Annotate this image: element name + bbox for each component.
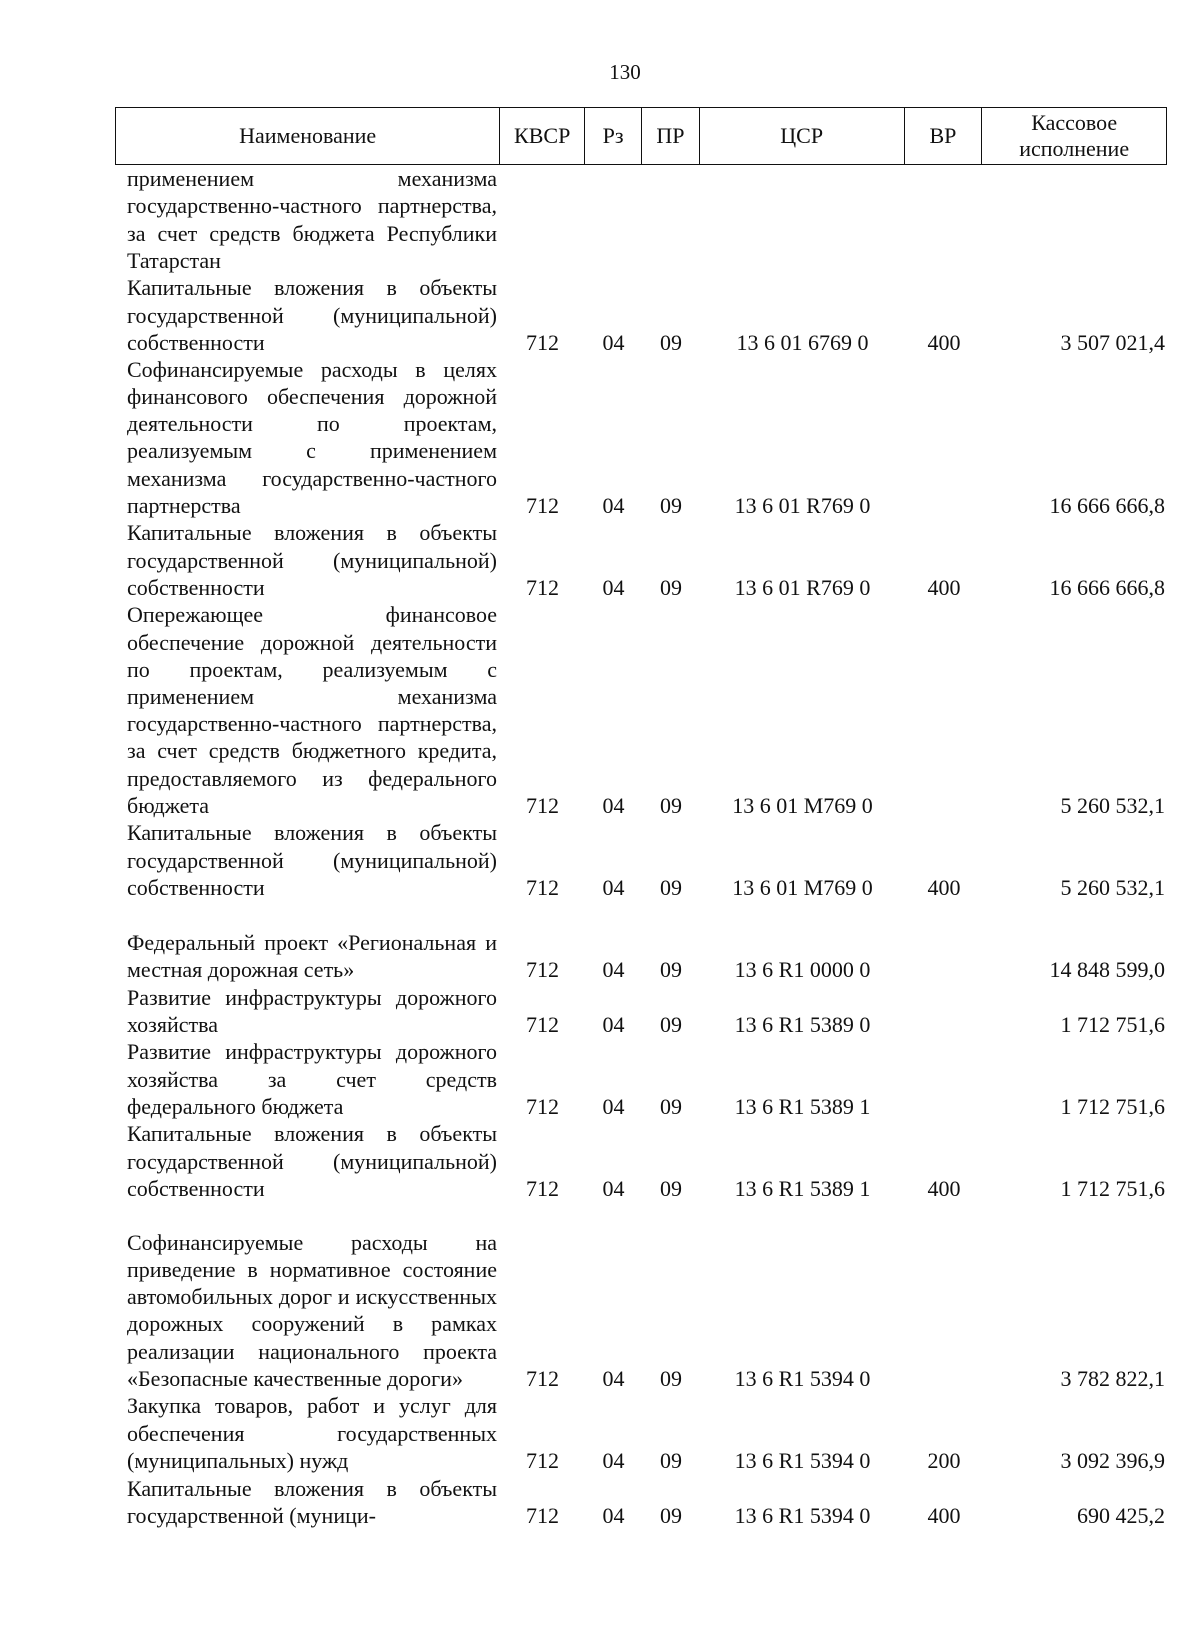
row-vr: 400 <box>927 1502 961 1528</box>
row-amount: 690 425,2 <box>1077 1502 1165 1528</box>
row-rz: 04 <box>602 956 625 982</box>
row-rz: 04 <box>602 792 625 818</box>
row-pr: 09 <box>660 1093 682 1119</box>
table-row <box>115 983 1167 1038</box>
row-name: Федеральный проект «Региональная и местная дорожная сеть» <box>127 929 497 982</box>
row-pr: 09 <box>660 874 682 900</box>
row-name: применением механизма государственно-частного партнерства, за счет средств бюджета Республики Татарстан <box>127 166 497 273</box>
table-row <box>115 601 1167 819</box>
row-amount: 1 712 751,6 <box>1060 1011 1165 1037</box>
row-name: Капитальные вложения в объекты государственной (муниципальной) собственности <box>127 820 497 900</box>
row-pr: 09 <box>660 956 682 982</box>
table-body <box>115 165 1167 1529</box>
row-kvsr: 712 <box>526 956 559 982</box>
row-rz: 04 <box>602 874 625 900</box>
row-rz: 04 <box>602 1365 625 1391</box>
budget-table <box>115 107 1167 1529</box>
row-amount: 3 507 021,4 <box>1060 329 1165 355</box>
table-row <box>115 274 1167 356</box>
row-name: Капитальные вложения в объекты государственной (муниципальной) собственности <box>127 275 497 355</box>
row-name: Опережающее финансовое обеспечение дорожной деятельности по проектам, реализуемым с применением механизма государственно-частного партнерства, за счет средств бюджетного кредита, предоставляемого из федерального бюджета <box>127 602 497 818</box>
header-kvsr: КВСР <box>500 108 585 164</box>
row-csr: 13 6 R1 5389 0 <box>734 1011 871 1037</box>
row-amount: 16 666 666,8 <box>1049 492 1165 518</box>
table-row <box>115 165 1167 274</box>
row-kvsr: 712 <box>526 574 559 600</box>
row-csr: 13 6 01 6769 0 <box>736 329 869 355</box>
row-pr: 09 <box>660 1175 682 1201</box>
row-amount: 1 712 751,6 <box>1060 1093 1165 1119</box>
table-header <box>115 107 1167 165</box>
row-amount: 14 848 599,0 <box>1049 956 1165 982</box>
row-pr: 09 <box>660 1365 682 1391</box>
row-kvsr: 712 <box>526 1502 559 1528</box>
row-rz: 04 <box>602 329 625 355</box>
row-name: Закупка товаров, работ и услуг для обеспечения государственных (муниципальных) нужд <box>127 1393 497 1473</box>
table-row <box>115 1202 1167 1392</box>
row-csr: 13 6 01 R769 0 <box>734 492 871 518</box>
row-kvsr: 712 <box>526 329 559 355</box>
row-amount: 5 260 532,1 <box>1060 874 1165 900</box>
row-vr: 200 <box>927 1447 961 1473</box>
row-csr: 13 6 R1 5394 0 <box>734 1365 871 1391</box>
row-pr: 09 <box>660 1447 682 1473</box>
table-row <box>115 519 1167 601</box>
row-kvsr: 712 <box>526 1175 559 1201</box>
row-csr: 13 6 01 M769 0 <box>732 874 873 900</box>
row-pr: 09 <box>660 492 682 518</box>
row-csr: 13 6 R1 5389 1 <box>734 1175 871 1201</box>
row-kvsr: 712 <box>526 1447 559 1473</box>
table-row <box>115 901 1167 983</box>
row-name: Софинансируемые расходы на приведение в нормативное состояние автомобильных дорог и искусственных дорожных сооружений в рамках реализации национального проекта «Безопасные качественные дороги» <box>127 1229 497 1391</box>
row-csr: 13 6 R1 5389 1 <box>734 1093 871 1119</box>
row-csr: 13 6 R1 0000 0 <box>734 956 871 982</box>
row-kvsr: 712 <box>526 492 559 518</box>
header-name: Наименование <box>116 108 500 164</box>
row-amount: 1 712 751,6 <box>1060 1175 1165 1201</box>
row-kvsr: 712 <box>526 1365 559 1391</box>
row-amount: 16 666 666,8 <box>1049 574 1165 600</box>
row-csr: 13 6 R1 5394 0 <box>734 1502 871 1528</box>
page-number: 130 <box>609 60 641 84</box>
row-rz: 04 <box>602 1175 625 1201</box>
row-name: Развитие инфраструктуры дорожного хозяйства за счет средств федерального бюджета <box>127 1039 497 1119</box>
row-rz: 04 <box>602 1011 625 1037</box>
row-name: Капитальные вложения в объекты государственной (муници- <box>127 1475 497 1528</box>
row-kvsr: 712 <box>526 792 559 818</box>
row-rz: 04 <box>602 1447 625 1473</box>
row-rz: 04 <box>602 1093 625 1119</box>
row-amount: 3 782 822,1 <box>1060 1365 1165 1391</box>
row-pr: 09 <box>660 1011 682 1037</box>
row-pr: 09 <box>660 1502 682 1528</box>
row-amount: 3 092 396,9 <box>1060 1447 1165 1473</box>
row-name: Развитие инфраструктуры дорожного хозяйства <box>127 984 497 1037</box>
row-pr: 09 <box>660 792 682 818</box>
row-pr: 09 <box>660 329 682 355</box>
row-csr: 13 6 R1 5394 0 <box>734 1447 871 1473</box>
table-row <box>115 1120 1167 1202</box>
table-row <box>115 1474 1167 1529</box>
row-rz: 04 <box>602 574 625 600</box>
row-kvsr: 712 <box>526 1011 559 1037</box>
row-vr: 400 <box>927 874 961 900</box>
row-rz: 04 <box>602 492 625 518</box>
row-csr: 13 6 01 R769 0 <box>734 574 871 600</box>
row-csr: 13 6 01 M769 0 <box>732 792 873 818</box>
row-kvsr: 712 <box>526 1093 559 1119</box>
row-amount: 5 260 532,1 <box>1060 792 1165 818</box>
row-name: Капитальные вложения в объекты государственной (муниципальной) собственности <box>127 1121 497 1201</box>
row-vr: 400 <box>927 329 961 355</box>
row-rz: 04 <box>602 1502 625 1528</box>
header-vr: ВР <box>905 108 983 164</box>
row-name: Софинансируемые расходы в целях финансового обеспечения дорожной деятельности по проектам, реализуемым с применением механизма государственно-частного партнерства <box>127 356 497 518</box>
table-row <box>115 1038 1167 1120</box>
header-pr: ПР <box>642 108 700 164</box>
row-vr: 400 <box>927 574 961 600</box>
header-amount: Кассовое исполнение <box>1019 109 1130 161</box>
table-row <box>115 356 1167 519</box>
table-row <box>115 1392 1167 1474</box>
row-kvsr: 712 <box>526 874 559 900</box>
header-rz: Рз <box>585 108 642 164</box>
row-vr: 400 <box>927 1175 961 1201</box>
table-row <box>115 819 1167 901</box>
row-name: Капитальные вложения в объекты государственной (муниципальной) собственности <box>127 520 497 600</box>
header-csr: ЦСР <box>700 108 905 164</box>
row-pr: 09 <box>660 574 682 600</box>
